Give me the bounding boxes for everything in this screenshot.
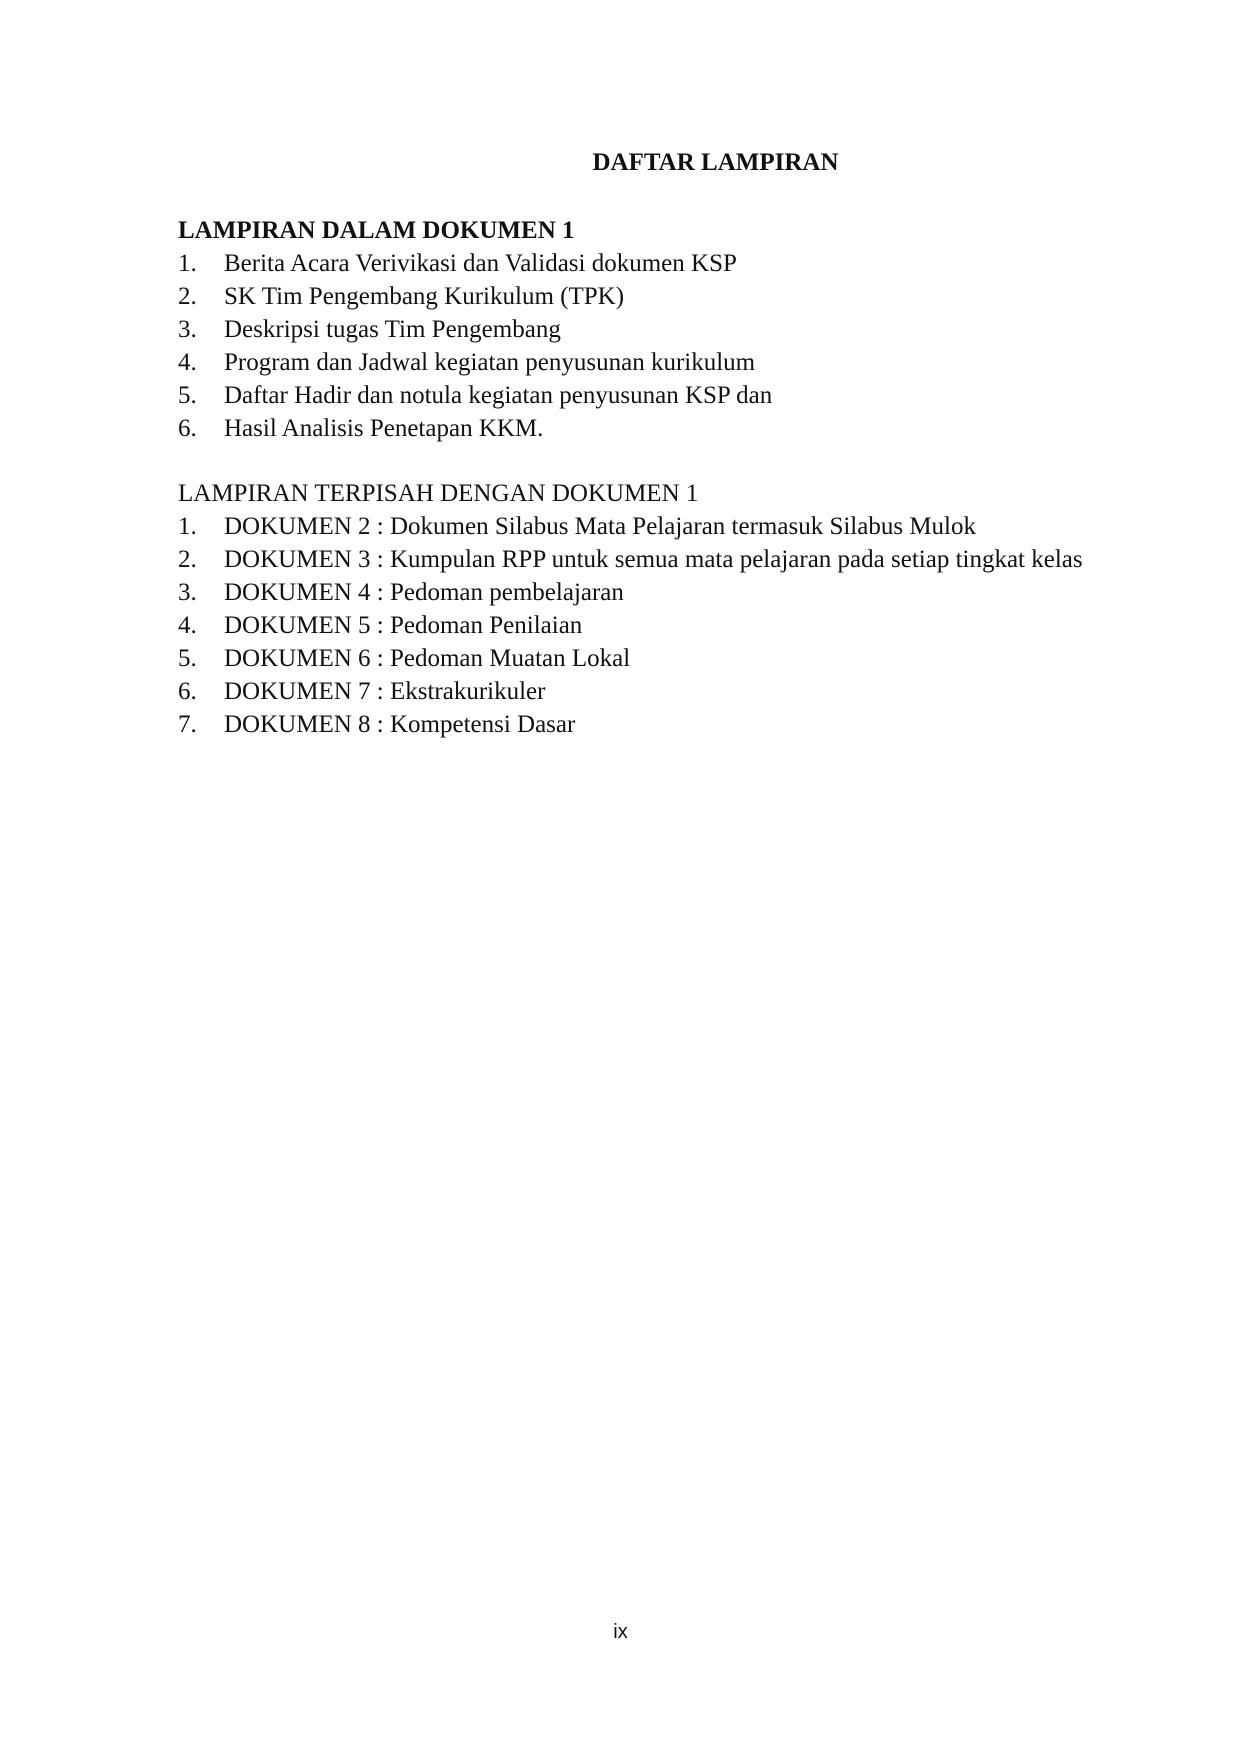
list-item bbox=[178, 543, 1178, 576]
item-text: SK Tim Pengembang Kurikulum (TPK) bbox=[224, 283, 625, 310]
item-text: DOKUMEN 4 : Pedoman pembelajaran bbox=[224, 579, 624, 606]
page-number bbox=[0, 1620, 1241, 1644]
list-item bbox=[178, 412, 1178, 445]
list-item bbox=[178, 642, 1178, 675]
item-text: Program dan Jadwal kegiatan penyusunan kurikulum bbox=[224, 349, 756, 376]
list-item bbox=[178, 346, 1178, 379]
section-heading: LAMPIRAN DALAM DOKUMEN 1 bbox=[178, 217, 575, 244]
item-number: 4. bbox=[178, 612, 197, 639]
attachment-list bbox=[178, 510, 1178, 741]
item-text: DOKUMEN 2 : Dokumen Silabus Mata Pelajaran termasuk Silabus Mulok bbox=[224, 513, 976, 540]
item-text: DOKUMEN 6 : Pedoman Muatan Lokal bbox=[224, 645, 631, 672]
section-lampiran-dalam-dokumen bbox=[178, 215, 1178, 445]
item-number: 1. bbox=[178, 250, 197, 277]
list-item bbox=[178, 510, 1178, 543]
item-number: 2. bbox=[178, 283, 197, 310]
item-text: Berita Acara Verivikasi dan Validasi dokumen KSP bbox=[224, 250, 737, 277]
page-title-text: DAFTAR LAMPIRAN bbox=[592, 149, 839, 176]
list-item bbox=[178, 576, 1178, 609]
attachment-list bbox=[178, 247, 1178, 445]
page-title bbox=[0, 148, 1241, 178]
item-text: DOKUMEN 3 : Kumpulan RPP untuk semua mata pelajaran pada setiap tingkat kelas bbox=[224, 546, 1083, 573]
item-number: 1. bbox=[178, 513, 197, 540]
item-text: Hasil Analisis Penetapan KKM. bbox=[224, 415, 544, 442]
list-item bbox=[178, 247, 1178, 280]
item-text: DOKUMEN 7 : Ekstrakurikuler bbox=[224, 678, 546, 705]
item-number: 4. bbox=[178, 349, 197, 376]
item-number: 3. bbox=[178, 579, 197, 606]
list-item bbox=[178, 708, 1178, 741]
page-number-text: ix bbox=[613, 1621, 628, 1643]
item-text: Daftar Hadir dan notula kegiatan penyusunan KSP dan bbox=[224, 382, 773, 409]
item-number: 7. bbox=[178, 711, 197, 738]
item-number: 6. bbox=[178, 415, 197, 442]
item-number: 2. bbox=[178, 546, 197, 573]
item-text: Deskripsi tugas Tim Pengembang bbox=[224, 316, 561, 343]
item-number: 3. bbox=[178, 316, 197, 343]
section-heading: LAMPIRAN TERPISAH DENGAN DOKUMEN 1 bbox=[178, 480, 699, 507]
item-text: DOKUMEN 5 : Pedoman Penilaian bbox=[224, 612, 583, 639]
list-item bbox=[178, 675, 1178, 708]
list-item bbox=[178, 609, 1178, 642]
section-lampiran-terpisah bbox=[178, 478, 1178, 741]
list-item bbox=[178, 280, 1178, 313]
item-number: 5. bbox=[178, 382, 197, 409]
item-text: DOKUMEN 8 : Kompetensi Dasar bbox=[224, 711, 576, 738]
item-number: 5. bbox=[178, 645, 197, 672]
list-item bbox=[178, 313, 1178, 346]
list-item bbox=[178, 379, 1178, 412]
item-number: 6. bbox=[178, 678, 197, 705]
